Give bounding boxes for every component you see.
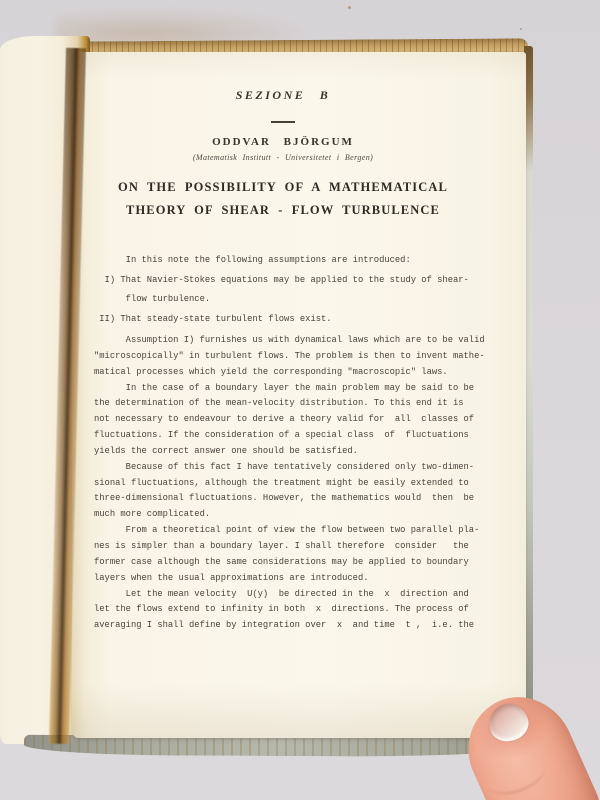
body-text [94, 333, 485, 634]
text-line: In the case of a boundary layer the main problem may be said to be [94, 382, 475, 393]
text-line: II) That steady-state turbulent flows exist. [94, 314, 332, 325]
section-divider-rule [271, 121, 295, 123]
text-line: three-dimensional fluctuations. However, the mathematics would then be [94, 493, 475, 504]
text-line: sional fluctuations, although the treatment might be easily extended to [94, 477, 469, 488]
text-line: Let the mean velocity U(y) be directed in the x direction and [94, 588, 469, 599]
text-line: Because of this fact I have tentatively considered only two-dimen- [94, 461, 475, 472]
dust-speck [348, 6, 351, 9]
text-line: flow turbulence. [94, 294, 211, 305]
author-name: ODDVAR BJÖRGUM [212, 136, 354, 148]
author-affiliation: (Matematisk Institutt - Universitetet i Bergen) [192, 153, 374, 162]
text-line: nes is simpler than a boundary layer. I shall therefore consider the [94, 540, 469, 551]
text-line: I) That Navier-Stokes equations may be applied to the study of shear- [94, 274, 469, 285]
text-line: yields the correct answer one should be satisfied. [94, 445, 358, 456]
text-line: let the flows extend to infinity in both x directions. The process of [94, 604, 469, 615]
assumptions-list [94, 251, 476, 330]
text-line: From a theoretical point of view the flow between two parallel pla- [94, 525, 480, 536]
text-line: fluctuations. If the consideration of a special class of fluctuations [94, 430, 469, 441]
text-line: In this note the following assumptions are introduced: [94, 255, 411, 265]
text-line: Assumption I) furnishes us with dynamical laws which are to be valid [94, 335, 485, 345]
text-line: the determination of the mean-velocity distribution. To this end it is [94, 398, 464, 409]
thumb [440, 688, 600, 800]
paper-page [72, 52, 526, 738]
text-line: matical processes which yield the corresponding "macroscopic" laws. [94, 366, 448, 377]
paper-title-line-1: ON THE POSSIBILITY OF A MATHEMATICAL [118, 180, 448, 194]
text-line: not necessary to endeavour to derive a theory valid for all classes of [94, 414, 475, 425]
text-line: averaging I shall define by integration over x and time t , i.e. the [94, 620, 475, 631]
paper-title-line-2: THEORY OF SHEAR - FLOW TURBULENCE [126, 203, 440, 217]
section-label: SEZIONE B [235, 88, 331, 102]
text-line: former case although the same considerations may be applied to boundary [94, 556, 469, 567]
dust-speck [520, 28, 522, 30]
text-line: much more complicated. [94, 509, 211, 520]
text-line: layers when the usual approximations are introduced. [94, 572, 369, 583]
text-line: "microscopically" in turbulent flows. The problem is then to invent mathe- [94, 350, 485, 361]
